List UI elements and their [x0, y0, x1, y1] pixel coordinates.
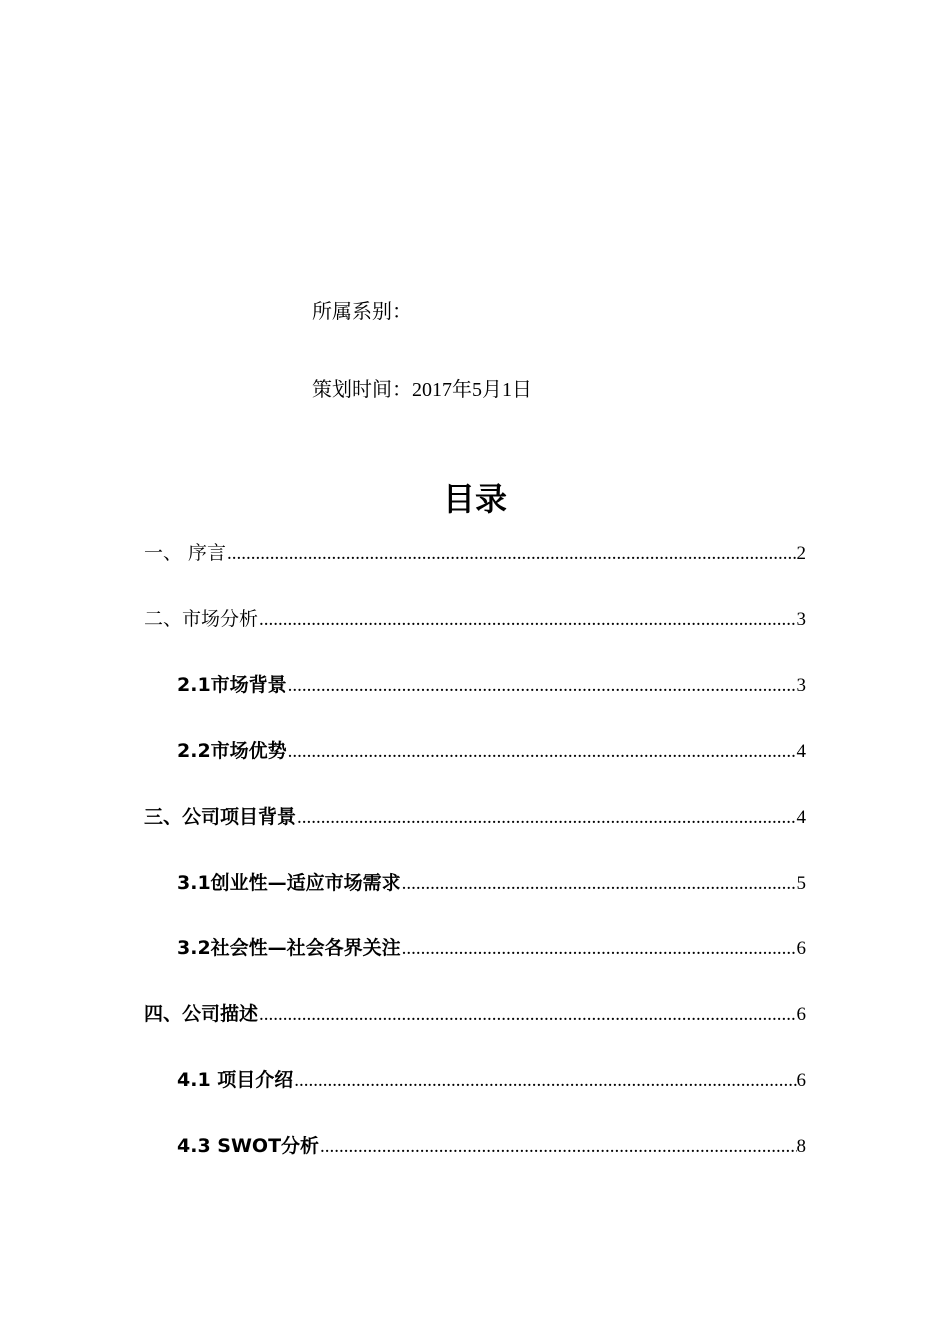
toc-entry-company-description[interactable]: [144, 1001, 806, 1027]
toc-page-number: 6: [796, 1070, 806, 1091]
toc-entry-company-project-background[interactable]: [144, 804, 806, 830]
toc-entry-social-attention[interactable]: [177, 935, 806, 961]
toc-entry-label: 2.1市场背景: [177, 674, 287, 696]
toc-page-number: 4: [796, 741, 806, 762]
toc-page-number: 3: [796, 609, 806, 630]
toc-page-number: 4: [796, 807, 806, 828]
toc-dot-leader: [226, 541, 796, 567]
department-label: 所属系别：: [312, 299, 412, 323]
toc-entry-market-advantage[interactable]: [177, 738, 806, 764]
toc-entry-label: 3.2社会性—社会各界关注: [177, 937, 401, 959]
toc-entry-swot-analysis[interactable]: [177, 1133, 806, 1159]
department-line: [312, 299, 412, 323]
toc-entry-label: 4.3 SWOT分析: [177, 1135, 320, 1157]
toc-page-number: 5: [796, 873, 806, 894]
plan-date-line: [312, 377, 532, 402]
toc-dot-leader: [287, 739, 797, 765]
toc-entry-label: 一、 序言: [144, 542, 227, 564]
toc-dot-leader: [258, 607, 796, 633]
toc-entry-label: 3.1创业性—适应市场需求: [177, 872, 401, 894]
toc-entry-label: 4.1 项目介绍: [177, 1069, 294, 1091]
toc-page-number: 3: [796, 675, 806, 696]
toc-entry-project-intro[interactable]: [177, 1067, 806, 1093]
toc-entry-label: 二、市场分析: [144, 608, 259, 630]
toc-entry-market-background[interactable]: [177, 672, 806, 698]
toc-entry-preface[interactable]: [144, 540, 806, 566]
toc-page-number: 6: [796, 938, 806, 959]
toc-page-number: 8: [796, 1136, 806, 1157]
toc-dot-leader: [287, 673, 797, 699]
toc-dot-leader: [401, 871, 797, 897]
toc-page-number: 2: [796, 543, 806, 564]
toc-dot-leader: [319, 1134, 796, 1160]
plan-date-label: 策划时间：: [312, 377, 412, 401]
toc-entry-label: 三、公司项目背景: [144, 806, 297, 828]
toc-page-number: 6: [796, 1004, 806, 1025]
toc-entry-label: 四、公司描述: [144, 1003, 259, 1025]
toc-entry-entrepreneurship[interactable]: [177, 870, 806, 896]
toc-dot-leader: [296, 805, 796, 831]
toc-dot-leader: [401, 936, 797, 962]
toc-entry-label: 2.2市场优势: [177, 740, 287, 762]
plan-date-value: 2017年5月1日: [412, 379, 532, 401]
toc-dot-leader: [293, 1068, 796, 1094]
toc-title: 目录: [442, 480, 507, 518]
toc-entry-market-analysis[interactable]: [144, 606, 806, 632]
toc-dot-leader: [258, 1002, 796, 1028]
